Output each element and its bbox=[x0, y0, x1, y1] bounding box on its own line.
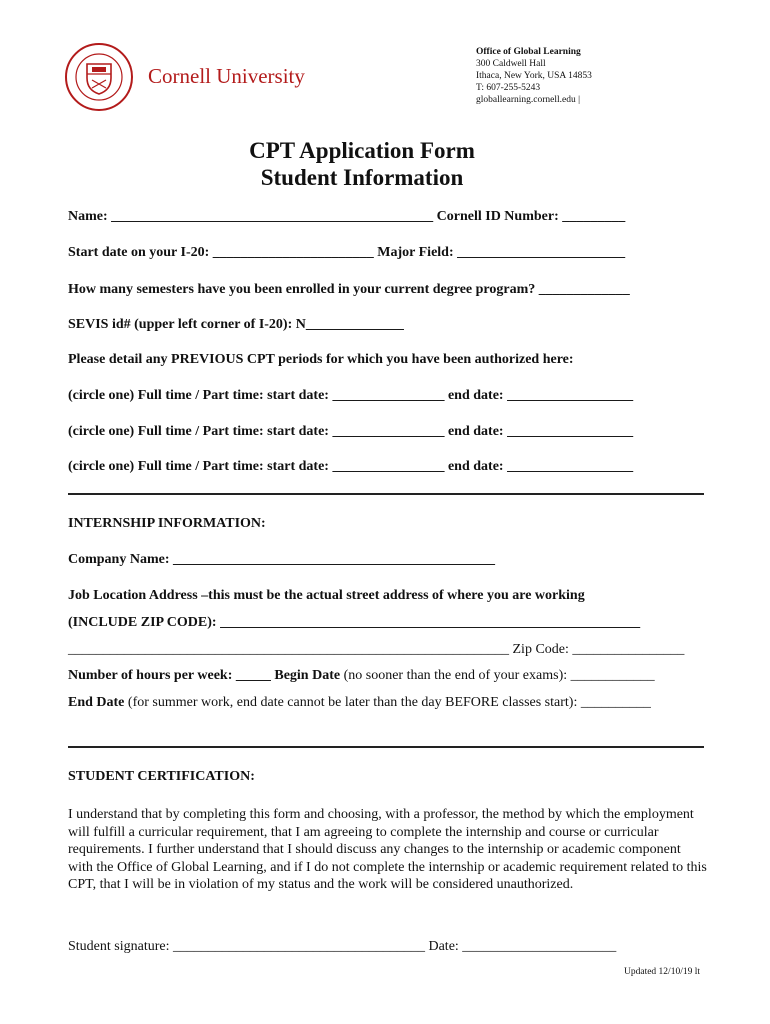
zip-include-field[interactable]: (INCLUDE ZIP CODE): ____________________________________________________________ bbox=[68, 615, 641, 630]
office-web: globallearning.cornell.edu | bbox=[476, 95, 580, 105]
form-title: CPT Application Form bbox=[249, 138, 475, 163]
office-address: 300 Caldwell Hall bbox=[476, 59, 546, 69]
cpt-period-row[interactable]: (circle one) Full time / Part time: start date: ________________ end date: __________________ bbox=[68, 459, 634, 474]
certification-heading: STUDENT CERTIFICATION: bbox=[68, 769, 255, 784]
hours-label: Number of hours per week: _____ Begin Date bbox=[68, 668, 341, 683]
end-date-label: End Date bbox=[68, 695, 125, 710]
hours-begin-date-field[interactable] bbox=[68, 668, 655, 684]
address-zip-field[interactable]: _______________________________________________________________ Zip Code: ________________ bbox=[68, 642, 685, 657]
office-address-block bbox=[476, 46, 592, 106]
university-name: Cornell University bbox=[148, 64, 305, 88]
job-location-label: Job Location Address –this must be the actual street address of where you are working bbox=[68, 588, 585, 603]
start-date-field[interactable]: Start date on your I-20: _______________________ Major Field: ________________________ bbox=[68, 245, 626, 260]
office-city: Ithaca, New York, USA 14853 bbox=[476, 71, 592, 81]
section-divider bbox=[68, 493, 704, 495]
semesters-field[interactable]: How many semesters have you been enrolled in your current degree program? _____________ bbox=[68, 282, 630, 297]
end-date-note: (for summer work, end date cannot be later than the day BEFORE classes start): __________ bbox=[124, 695, 651, 710]
internship-heading: INTERNSHIP INFORMATION: bbox=[68, 516, 266, 531]
signature-date-field[interactable]: Student signature: ____________________________________ Date: ______________________ bbox=[68, 939, 617, 954]
end-date-field[interactable] bbox=[68, 695, 651, 711]
hours-note: (no sooner than the end of your exams): ____________ bbox=[340, 668, 655, 683]
updated-note: Updated 12/10/19 lt bbox=[624, 967, 700, 977]
section-divider bbox=[68, 746, 704, 748]
cpt-period-row[interactable]: (circle one) Full time / Part time: start date: ________________ end date: __________________ bbox=[68, 388, 634, 403]
office-name: Office of Global Learning bbox=[476, 47, 581, 57]
sevis-field[interactable]: SEVIS id# (upper left corner of I-20): N______________ bbox=[68, 317, 404, 332]
cpt-period-row[interactable]: (circle one) Full time / Part time: start date: ________________ end date: __________________ bbox=[68, 424, 634, 439]
company-name-field[interactable]: Company Name: ______________________________________________ bbox=[68, 552, 495, 567]
previous-cpt-label: Please detail any PREVIOUS CPT periods for which you have been authorized here: bbox=[68, 352, 574, 367]
certification-paragraph: I understand that by completing this form and choosing, with a professor, the method by which the employment will fulfill a curricular requirement, that I am agreeing to complete the internship and course or curricular requirements. I further understand that I should discuss any changes to the internship or academic component with the Office of Global Learning, and if I do not complete the internship or academic requirement related to this CPT, that I will be in violation of my status and the work will be considered unauthorized. bbox=[68, 807, 707, 892]
cornell-seal-logo bbox=[64, 42, 134, 117]
office-phone: T: 607-255-5243 bbox=[476, 83, 541, 93]
name-field[interactable]: Name: ______________________________________________ Cornell ID Number: _________ bbox=[68, 209, 626, 224]
form-subtitle: Student Information bbox=[260, 165, 464, 190]
